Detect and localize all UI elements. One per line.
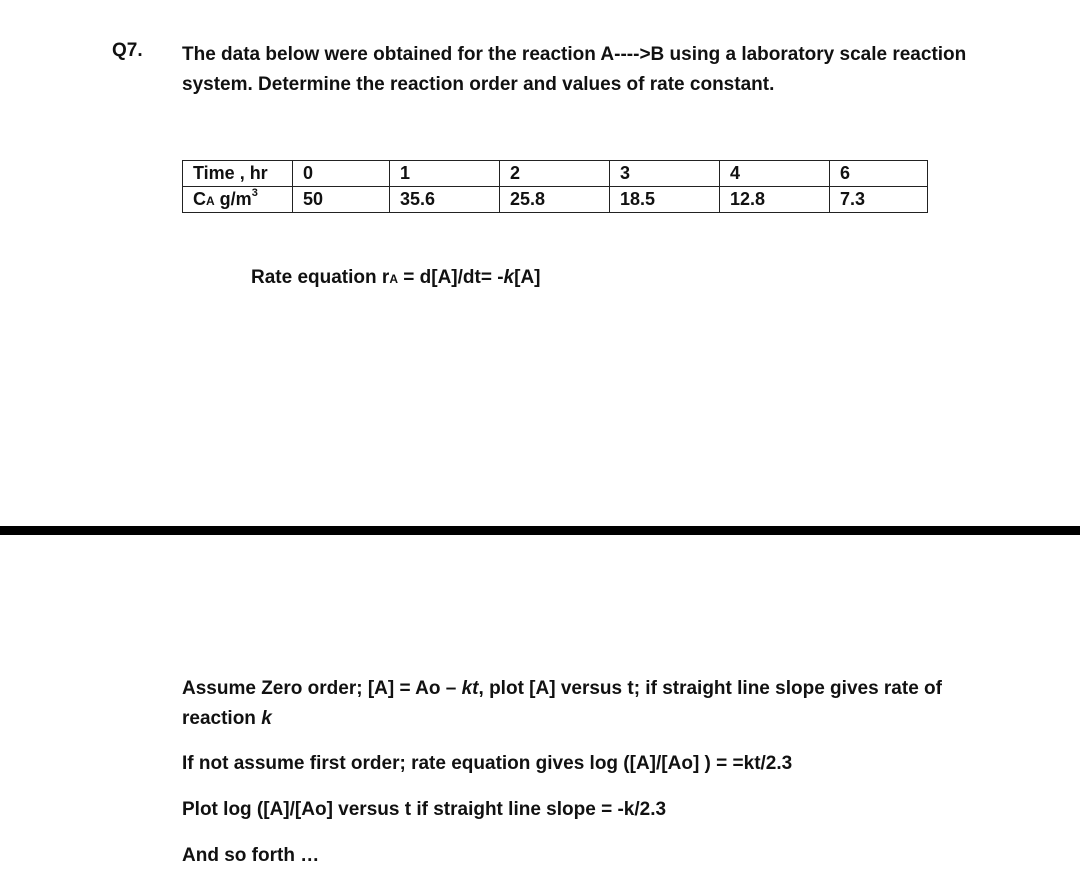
section-divider [0, 526, 1080, 535]
zero-order-kt: kt [461, 678, 479, 699]
conc-unit-exponent: 3 [251, 187, 258, 199]
zero-order-text-b: , plot [A] versus t; if straight line slope gives rate of reaction [182, 678, 942, 729]
zero-order-k: k [261, 708, 272, 729]
time-cell: 2 [500, 161, 610, 187]
zero-order-text-a: Assume Zero order; [A] = Ao – [182, 678, 462, 699]
rate-subscript: A [389, 272, 398, 286]
table-row-time [183, 161, 928, 187]
rate-constant-k: k [503, 267, 515, 288]
time-cell: 3 [610, 161, 720, 187]
time-cell: 4 [720, 161, 830, 187]
rate-equation [251, 267, 541, 289]
conc-cell: 35.6 [390, 187, 500, 213]
data-table [182, 160, 928, 213]
conc-cell: 50 [293, 187, 390, 213]
zero-order-note [182, 674, 962, 734]
conc-cell: 7.3 [830, 187, 928, 213]
and-so-forth-note: And so forth … [182, 845, 320, 866]
rate-suffix: [A] [514, 267, 541, 288]
table-row-conc [183, 187, 928, 213]
conc-subscript: A [206, 194, 215, 208]
conc-cell: 18.5 [610, 187, 720, 213]
plot-log-note: Plot log ([A]/[Ao] versus t if straight line slope = -k/2.3 [182, 799, 667, 820]
first-order-note: If not assume first order; rate equation gives log ([A]/[Ao] ) = =kt/2.3 [182, 753, 793, 774]
question-text: The data below were obtained for the reaction A---->B using a laboratory scale reaction system. Determine the reaction order and values of rate constant. [182, 44, 967, 95]
conc-symbol: C [193, 189, 206, 209]
rate-middle: = d[A]/dt= - [397, 267, 504, 288]
question-number: Q7. [112, 40, 143, 61]
conc-unit: g/m [214, 189, 252, 209]
rate-prefix: Rate equation r [251, 267, 390, 288]
row-label-time: Time , hr [183, 161, 293, 187]
time-cell: 6 [830, 161, 928, 187]
conc-cell: 12.8 [720, 187, 830, 213]
conc-cell: 25.8 [500, 187, 610, 213]
time-cell: 1 [390, 161, 500, 187]
time-cell: 0 [293, 161, 390, 187]
row-label-conc [183, 187, 293, 213]
